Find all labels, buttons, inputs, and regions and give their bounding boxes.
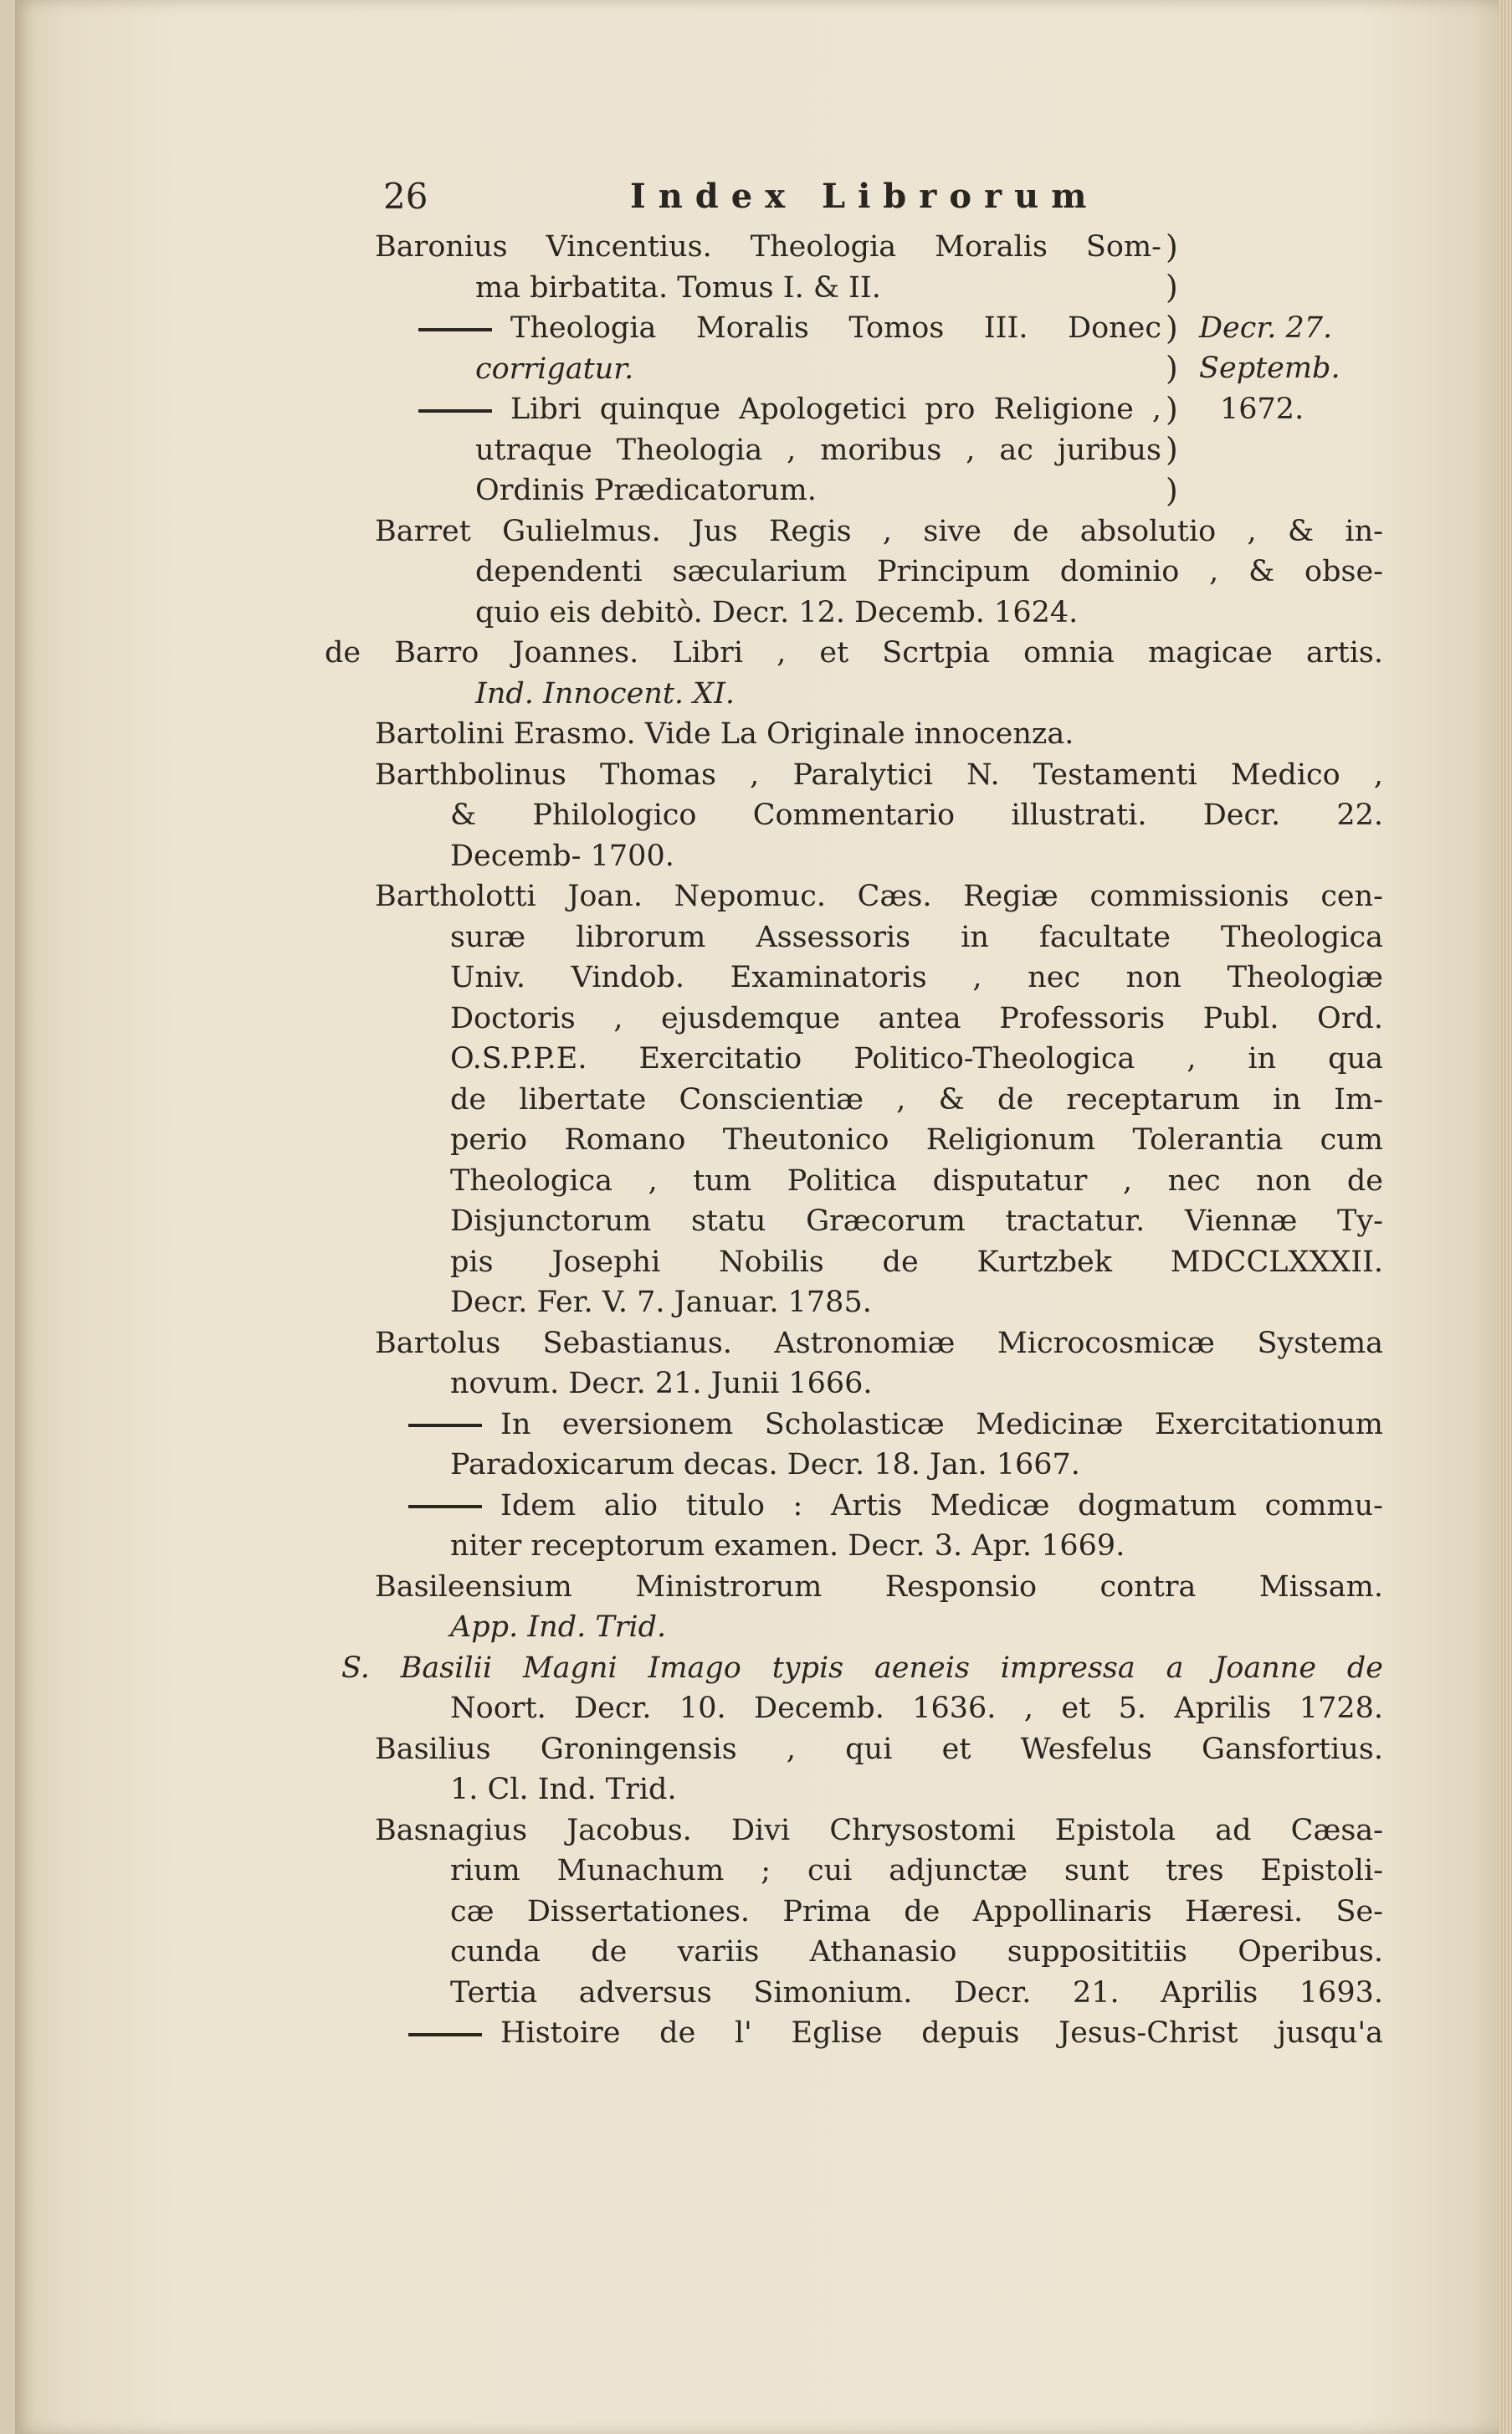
entry-line: Basilius Groningensis , qui et Wesfelus Gansfortius. [375,1732,1383,1766]
brace: ) [1166,229,1178,265]
repeat-dash [408,1505,482,1508]
brace: ) [1166,472,1178,509]
entry-line: Noort. Decr. 10. Decemb. 1636. , et 5. Aprilis 1728. [450,1692,1383,1725]
entry-line: Ordinis Prædicatorum. [475,474,817,507]
entry-line: Theologica , tum Politica disputatur , nec non de [450,1163,1383,1198]
entry-line: cunda de variis Athanasio supposititiis Operibus. [450,1935,1383,1969]
entry-line: Bartholotti Joan. Nepomuc. Cæs. Regiæ commissionis cen- [375,880,1383,913]
entry-line: utraque Theologia , moribus , ac juribus [475,433,1161,467]
entry-line: novum. Decr. 21. Junii 1666. [450,1367,873,1400]
entry-line: dependenti sæcularium Principum dominio , & obse- [475,555,1383,588]
entry-line: Barthbolinus Thomas , Paralytici N. Testamenti Medico , [375,757,1383,792]
running-title: Index Librorum [630,177,1099,216]
entry-line: de Barro Joannes. Libri , et Scrtpia omnia magicae artis. [325,636,1383,670]
entry-line: O.S.P.P.E. Exercitatio Politico-Theologica , in qua [450,1042,1383,1076]
entry-line: In eversionem Scholasticæ Medicinæ Exercitationum [375,1404,1383,1446]
entry-line: Univ. Vindob. Examinatoris , nec non Theologiæ [450,961,1383,994]
entry-line: cæ Dissertationes. Prima de Appollinaris Hæresi. Se- [450,1894,1383,1928]
entry-line: Basileensium Ministrorum Responsio contra Missam. [375,1569,1383,1604]
entry-line: & Philologico Commentario illustrati. Decr. 22. [450,798,1383,832]
entry-line: Decr. Fer. V. 7. Januar. 1785. [450,1286,872,1319]
entry-line: Theologia Moralis Tomos III. Donec [375,308,1161,349]
entry-line: Barret Gulielmus. Jus Regis , sive de absolutio , & in- [375,514,1383,548]
entry-line: de libertate Conscientiæ , & de receptarum in Im- [450,1082,1383,1117]
repeat-dash [418,409,492,413]
entry-line: Paradoxicarum decas. Decr. 18. Jan. 1667. [450,1448,1080,1481]
entry-line: Tertia adversus Simonium. Decr. 21. Aprilis 1693. [450,1975,1383,2010]
brace: ) [1166,269,1178,306]
decree-date: Decr. 27. [1199,311,1333,345]
brace: ) [1166,391,1178,428]
entry-line: suræ librorum Assessoris in facultate Theologica [450,920,1383,954]
entry-baronius [375,227,1383,511]
brace: ) [1166,310,1178,347]
page-header [375,172,1383,227]
page-edge [1499,0,1512,2434]
entry-line: Libri quinque Apologetici pro Religione , [375,389,1161,430]
entry-line: pis Josephi Nobilis de Kurtzbek MDCCLXXXII. [450,1245,1383,1279]
entry-line: Disjunctorum statu Græcorum tractatur. Viennæ Ty- [450,1204,1383,1238]
repeat-dash [408,1424,482,1427]
entry-line: 1. Cl. Ind. Trid. [450,1773,677,1806]
entry-line: Idem alio titulo : Artis Medicæ dogmatum commu- [375,1486,1383,1527]
entry-line: Bartolus Sebastianus. Astronomiæ Microcosmicæ Systema [375,1326,1383,1360]
entry-line: Doctoris , ejusdemque antea Professoris Publ. Ord. [450,1001,1383,1035]
book-page [15,0,1512,2434]
entry-line: Bartolini Erasmo. Vide La Originale innocenza. [375,717,1074,751]
entry-line: Decemb- 1700. [450,839,674,873]
entry-line: App. Ind. Trid. [450,1610,667,1644]
brace: ) [1166,350,1178,387]
repeat-dash [408,2033,482,2036]
entry-line: Histoire de l' Eglise depuis Jesus-Christ jusqu'a [375,2013,1383,2054]
entry-line: S. Basilii Magni Imago typis aeneis impressa a Joanne de [341,1651,1383,1685]
entry-line: perio Romano Theutonico Religionum Tolerantia cum [450,1123,1383,1157]
decree-date: Septemb. [1199,352,1340,385]
entry-line: rium Munachum ; cui adjunctæ sunt tres Epistoli- [450,1854,1383,1887]
page-number: 26 [383,176,428,217]
entry-line: ma birbatita. Tomus I. & II. [475,270,881,305]
brace: ) [1166,431,1178,468]
repeat-dash [418,328,492,331]
entry-line: corrigatur. [475,352,634,386]
entry-line: Baronius Vincentius. Theologia Moralis Som- [375,230,1161,264]
entry-line: quio eis debitò. Decr. 12. Decemb. 1624. [475,595,1079,629]
decree-date: 1672. [1220,393,1304,426]
entry-line: Basnagius Jacobus. Divi Chrysostomi Epistola ad Cæsa- [375,1813,1383,1847]
entry-line: niter receptorum examen. Decr. 3. Apr. 1669. [450,1529,1125,1563]
text-column [325,172,1383,2054]
entry-line: Ind. Innocent. XI. [475,676,735,711]
